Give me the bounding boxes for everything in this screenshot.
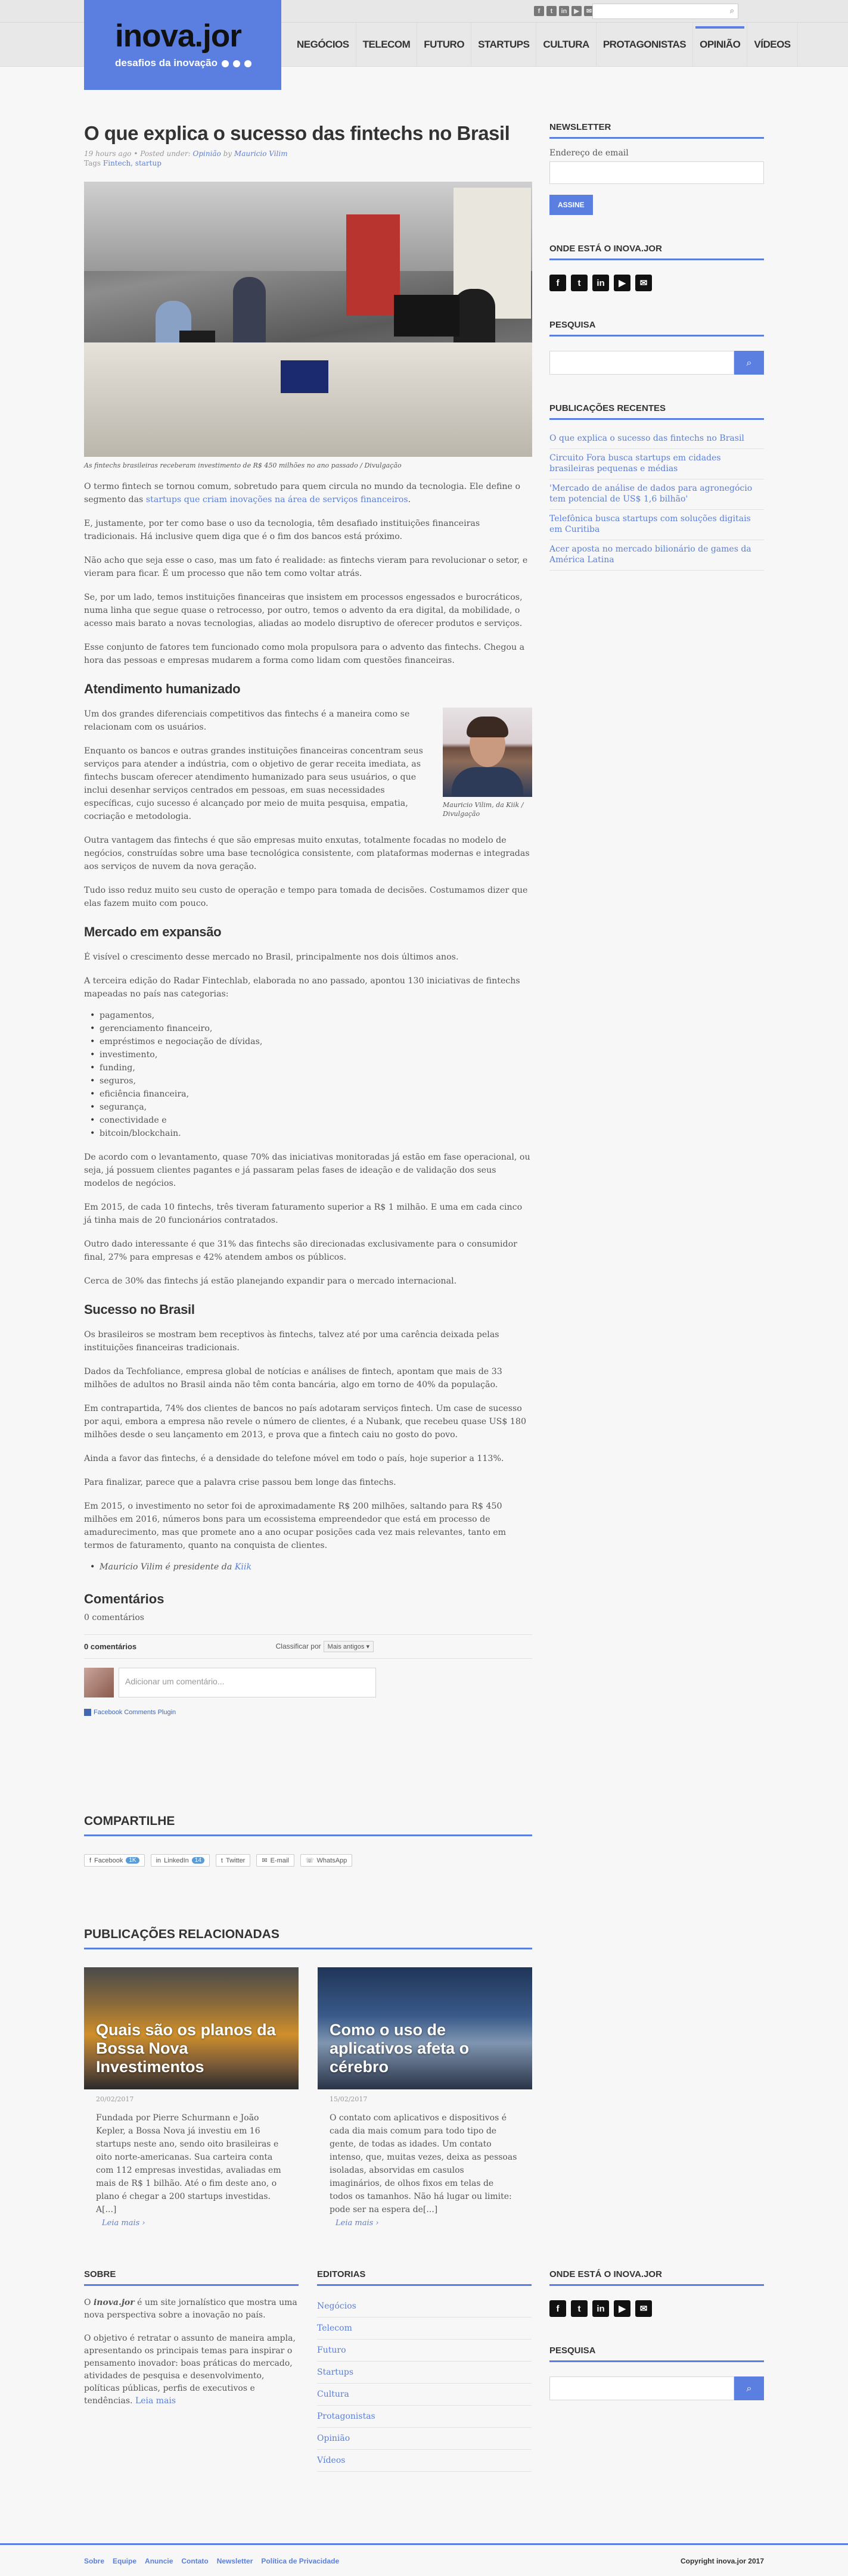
company-link[interactable]: Kiik [234, 1562, 252, 1572]
search-icon: ⌕ [746, 2382, 752, 2394]
facebook-icon: f [89, 1857, 92, 1864]
article-tags: Tags Fintech, startup [84, 159, 161, 167]
related-thumbnail[interactable] [84, 1967, 299, 2089]
paragraph: Esse conjunto de fatores tem funcionado como mola propulsora para o advento das fintechs. Chegou a hora das pessoas e empresas mudarem a forma como lidam com questões financeiras. [84, 643, 525, 665]
facebook-comments [84, 1634, 532, 1724]
category-list [94, 1009, 532, 1140]
hero-caption: As fintechs brasileiras receberam investimento de R$ 450 milhões no ano passado / Divulgação [84, 462, 402, 469]
recent-post-link[interactable]: Circuito Fora busca startups em cidades brasileiras pequenas e médias [549, 449, 764, 479]
nav-telecom[interactable]: TELECOM [356, 23, 418, 67]
share-linkedin-button[interactable]: in LinkedIn 14 [151, 1854, 210, 1867]
sidebar [549, 122, 764, 571]
author-note [94, 1560, 532, 1574]
bottom-link-sobre[interactable]: Sobre [84, 2557, 105, 2565]
paragraph: Um dos grandes diferenciais competitivos das fintechs é a maneira como se relacionam com os usuários. [84, 709, 410, 732]
youtube-icon[interactable]: ▶ [571, 6, 582, 16]
where-title: ONDE ESTÁ O INOVA.JOR [549, 244, 764, 260]
footer-search-input[interactable] [549, 2376, 734, 2400]
youtube-icon[interactable]: ▶ [614, 275, 630, 291]
search-icon[interactable]: ⌕ [729, 7, 734, 15]
editoria-link[interactable]: Opinião [317, 2428, 532, 2450]
read-more-link[interactable]: Leia mais › [102, 2219, 145, 2228]
email-label: Endereço de email [549, 148, 629, 158]
editorias-title: EDITORIAS [317, 2269, 532, 2286]
footer-search-button[interactable] [734, 2376, 764, 2400]
recent-posts [549, 429, 764, 571]
inline-link[interactable]: startups que criam inovações na área de serviços financeiros [145, 495, 408, 504]
read-more-link[interactable]: Leia mais [135, 2396, 176, 2406]
list-item: • pagamentos, [94, 1009, 532, 1022]
site-logo[interactable] [84, 0, 281, 90]
twitter-icon: t [220, 1857, 223, 1864]
linkedin-icon[interactable]: in [559, 6, 569, 16]
sort-select[interactable]: Mais antigos ▾ [324, 1641, 374, 1652]
nav-negocios[interactable]: NEGÓCIOS [290, 23, 356, 67]
avatar [84, 1668, 114, 1697]
related-cards [84, 1967, 532, 2228]
related-card-title[interactable]: Como o uso de aplicativos afeta o cérebro [330, 2021, 470, 2076]
sidebar-social-links [549, 275, 764, 291]
footer-where [549, 2269, 764, 2400]
editoria-link[interactable]: Protagonistas [317, 2406, 532, 2428]
nav-startups[interactable]: STARTUPS [471, 23, 536, 67]
related-card[interactable] [318, 1967, 532, 2228]
fb-plugin-link[interactable]: Facebook Comments Plugin [84, 1709, 176, 1716]
author-link[interactable]: Mauricio Vilim [234, 149, 288, 158]
footer-search-title: PESQUISA [549, 2346, 764, 2362]
bottom-link-contato[interactable]: Contato [181, 2557, 209, 2565]
tag-links[interactable]: Fintech, startup [102, 159, 161, 167]
about-title: SOBRE [84, 2269, 299, 2286]
related-section [84, 1927, 532, 2228]
bottom-link-privacidade[interactable]: Política de Privacidade [261, 2557, 340, 2565]
editoria-link[interactable]: Startups [317, 2362, 532, 2384]
related-card[interactable] [84, 1967, 299, 2228]
paragraph: Dados da Techfoliance, empresa global de notícias e análises de fintech, apontam que mais de 33 milhões de adultos no Brasil ainda não têm conta bancária, algo em torno de 40% da população. [84, 1367, 502, 1390]
category-link[interactable]: Opinião [192, 149, 221, 158]
article-body [84, 480, 532, 1574]
twitter-icon[interactable]: t [546, 6, 557, 16]
copyright: Copyright inova.jor 2017 [680, 2557, 764, 2565]
about-text: O objetivo é retratar o assunto de maneira ampla, apresentando os principais temas para inspirar o pensamento inovador: boas práticas do mercado, atividades de pesquisa e desenvolvimento, políticas públicas, perfis de executivos e tendências. Leia mais [84, 2334, 296, 2406]
share-facebook-button[interactable]: f Facebook 1K [84, 1854, 145, 1867]
nav-opiniao[interactable]: OPINIÃO [693, 23, 747, 67]
recent-post-link[interactable]: 'Mercado de análise de dados para agronegócio tem potencial de US$ 1,6 bilhão' [549, 479, 764, 510]
article-meta: 19 hours ago • Posted under: Opinião by Mauricio Vilim [84, 149, 288, 158]
section-heading: Mercado em expansão [84, 924, 222, 939]
editoria-link[interactable]: Futuro [317, 2340, 532, 2362]
search-icon: ⌕ [746, 357, 752, 368]
fb-comments-header [84, 1635, 532, 1659]
email-icon[interactable]: ✉ [635, 2300, 652, 2317]
read-more-link[interactable]: Leia mais › [336, 2219, 379, 2228]
twitter-icon[interactable]: t [571, 2300, 588, 2317]
email-icon: ✉ [262, 1857, 268, 1864]
editoria-link[interactable]: Telecom [317, 2318, 532, 2340]
about-text: O inova.jor é um site jornalístico que mostra uma nova perspectiva sobre a inovação no país. [84, 2298, 297, 2320]
related-card-title[interactable]: Quais são os planos da Bossa Nova Investimentos [96, 2021, 276, 2076]
author-note-item: • Mauricio Vilim é presidente da Kiik [94, 1560, 532, 1574]
main-nav [290, 23, 798, 67]
paragraph: Não acho que seja esse o caso, mas um fato é realidade: as fintechs vieram para revolucionar o setor, e vieram para ficar. É um processo que não tem como voltar atrás. [84, 556, 528, 578]
sidebar-search [549, 351, 764, 375]
portrait-caption: Mauricio Vilim, da Kiik / Divulgação [443, 801, 524, 818]
share-email-button[interactable]: ✉ E-mail [256, 1854, 294, 1867]
share-twitter-button[interactable]: t Twitter [216, 1854, 250, 1867]
list-item: • investimento, [94, 1048, 532, 1061]
newsletter-email-input[interactable] [549, 161, 764, 184]
paragraph: Se, por um lado, temos instituições financeiras que insistem em processos engessados e burocráticos, numa linha que segue quase o retrocesso, por outro, temos o advento da era digital, da mobilidade, o acesso mais barato a novas tecnologias, aliadas ao modelo disruptivo de oferecer produtos e serviços. [84, 593, 523, 628]
search-input[interactable] [549, 351, 734, 375]
paragraph: Para finalizar, parece que a palavra crise passou bem longe das fintechs. [84, 1478, 396, 1487]
related-card-date: 20/02/2017 [96, 2095, 134, 2103]
editoria-link[interactable]: Negócios [317, 2295, 532, 2318]
list-item: • conectividade e [94, 1114, 532, 1127]
list-item: • gerenciamento financeiro, [94, 1022, 532, 1035]
paragraph: É visível o crescimento desse mercado no Brasil, principalmente nos dois últimos anos. [84, 952, 459, 962]
top-search-input[interactable] [592, 4, 738, 19]
section-heading: Atendimento humanizado [84, 681, 241, 696]
paragraph: O termo fintech se tornou comum, sobretudo para quem circula no mundo da tecnologia. Ele define o segmento das startups que criam inovações na área de serviços financeiros. [84, 482, 521, 504]
nav-cultura[interactable]: CULTURA [536, 23, 596, 67]
logo-tagline: desafios da inovação [115, 57, 251, 69]
paragraph: Enquanto os bancos e outras grandes instituições financeiras concentram seus serviços para atender a indústria, com o objetivo de gerar receita imediata, as fintechs buscam oferecer atendimento humanizado para seus usuários, o que inclui desenhar serviços centrados em pessoas, em suas necessidades específicas, cujo sucesso é alcançado por meio de muita pesquisa, empatia, cocriação e metodologia. [84, 746, 423, 821]
comments-count: 0 comentários [84, 1613, 144, 1622]
share-title: COMPARTILHE [84, 1814, 532, 1836]
facebook-icon[interactable]: f [534, 6, 544, 16]
list-item: • funding, [94, 1061, 532, 1074]
whatsapp-icon: ☏ [305, 1857, 314, 1864]
share-buttons [84, 1854, 532, 1867]
author-portrait-box [443, 708, 532, 818]
bottom-links [84, 2557, 339, 2565]
facebook-icon[interactable]: f [549, 2300, 566, 2317]
subscribe-button[interactable]: ASSINE [549, 195, 593, 215]
paragraph: Em 2015, de cada 10 fintechs, três tiveram faturamento superior a R$ 1 milhão. E uma em cada cinco já tinha mais de 20 funcionários contratados. [84, 1203, 523, 1225]
facebook-icon[interactable]: f [549, 275, 566, 291]
share-section [84, 1814, 532, 1867]
paragraph: Em 2015, o investimento no setor foi de aproximadamente R$ 200 milhões, saltando para R$ 450 milhões em 2016, números bons para um ecossistema empreendedor que está em processo de amadurecimento, mas que promete ano a ano ocupar posições cada vez mais relevantes, tanto em termos de faturamento, quanto na conquista de clientes. [84, 1502, 507, 1550]
linkedin-icon: in [156, 1857, 161, 1864]
related-title: PUBLICAÇÕES RELACIONADAS [84, 1927, 532, 1949]
editorias-links [317, 2295, 532, 2472]
fb-sort: Classificar por Mais antigos ▾ [276, 1641, 374, 1652]
list-item: • bitcoin/blockchain. [94, 1127, 532, 1140]
facebook-icon [84, 1709, 91, 1716]
list-item: • segurança, [94, 1101, 532, 1114]
paragraph: Outra vantagem das fintechs é que são empresas muito enxutas, totalmente focadas no modelo de negócios, construídas sobre uma base tecnológica consistente, com plataformas modernas e integradas aos serviços de nuvem da nova geração. [84, 836, 530, 871]
paragraph: Cerca de 30% das fintechs já estão planejando expandir para o mercado internacional. [84, 1276, 457, 1286]
article-title: O que explica o sucesso das fintechs no Brasil [84, 122, 510, 144]
nav-protagonistas[interactable]: PROTAGONISTAS [597, 23, 693, 67]
hero-image [84, 182, 532, 457]
article [84, 122, 532, 1724]
search-button[interactable] [734, 351, 764, 375]
footer-about [84, 2269, 299, 2407]
top-social-links [534, 6, 594, 16]
logo-title: inova.jor [115, 18, 241, 54]
fb-comment-count: 0 comentários [84, 1642, 137, 1651]
email-icon[interactable]: ✉ [584, 6, 594, 16]
list-item: • empréstimos e negociação de dívidas, [94, 1035, 532, 1048]
youtube-icon[interactable]: ▶ [614, 2300, 630, 2317]
paragraph: Outro dado interessante é que 31% das fintechs são direcionadas exclusivamente para o consumidor final, 27% para empresas e 42% atendem ambos os públicos. [84, 1239, 517, 1262]
newsletter-title: NEWSLETTER [549, 122, 764, 139]
bottom-link-anuncie[interactable]: Anuncie [145, 2557, 173, 2565]
footer-where-title: ONDE ESTÁ O INOVA.JOR [549, 2269, 764, 2286]
related-card-excerpt: O contato com aplicativos e dispositivos é cada dia mais comum para todo tipo de gente, de todas as idades. Um contato intenso, que, muitas vezes, deixa as pessoas isoladas, absorvidas em casulos imaginários, de olhos fixos em telas de todos os tamanhos. Não há lugar ou limite: pode ser na espera de[...] [330, 2113, 517, 2214]
bottom-link-newsletter[interactable]: Newsletter [216, 2557, 253, 2565]
recent-title: PUBLICAÇÕES RECENTES [549, 403, 764, 420]
paragraph: E, justamente, por ter como base o uso da tecnologia, têm desafiado instituições financeiras tradicionais. Há inclusive quem diga que é o fim dos bancos está próximo. [84, 519, 480, 541]
linkedin-icon[interactable]: in [592, 275, 609, 291]
footer-editorias [317, 2269, 532, 2472]
paragraph: Ainda a favor das fintechs, é a densidade do telefone móvel em todo o país, hoje superior a 113%. [84, 1454, 504, 1463]
related-thumbnail[interactable] [318, 1967, 532, 2089]
paragraph: Os brasileiros se mostram bem receptivos às fintechs, talvez até por uma carência deixada pelas instituições financeiras tradicionais. [84, 1330, 499, 1353]
paragraph: A terceira edição do Radar Fintechlab, elaborada no ano passado, apontou 130 iniciativas de fintechs mapeadas no país nas categorias: [84, 976, 520, 999]
related-card-date: 15/02/2017 [330, 2095, 368, 2103]
section-heading: Sucesso no Brasil [84, 1302, 195, 1317]
share-whatsapp-button[interactable]: ☏ WhatsApp [300, 1854, 353, 1867]
list-item: • seguros, [94, 1074, 532, 1088]
nav-videos[interactable]: VÍDEOS [747, 23, 797, 67]
bottom-link-equipe[interactable]: Equipe [113, 2557, 137, 2565]
recent-post-link[interactable]: Acer aposta no mercado bilionário de games da América Latina [549, 540, 764, 571]
editoria-link[interactable]: Vídeos [317, 2450, 532, 2472]
footer-social-links [549, 2300, 764, 2317]
recent-post-link[interactable]: O que explica o sucesso das fintechs no Brasil [549, 429, 764, 449]
author-portrait [443, 708, 532, 797]
recent-post-link[interactable]: Telefônica busca startups com soluções digitais em Curitiba [549, 510, 764, 540]
email-icon[interactable]: ✉ [635, 275, 652, 291]
nav-futuro[interactable]: FUTURO [417, 23, 471, 67]
paragraph: Em contrapartida, 74% dos clientes de bancos no país adotaram serviços fintech. Um case de sucesso por aqui, embora a empresa não revele o número de clientes, é a Nubank, que recebeu quase US$ 180 milhões desde o seu lançamento em 2013, e prova que a fintech caiu no gosto do povo. [84, 1404, 526, 1440]
search-title: PESQUISA [549, 320, 764, 337]
paragraph: De acordo com o levantamento, quase 70% das iniciativas monitoradas já estão em fase operacional, ou seja, já possuem clientes pagantes e já passaram pelas fases de ideação e de validação dos seus modelos de negócios. [84, 1152, 530, 1188]
twitter-icon[interactable]: t [571, 275, 588, 291]
bottom-bar [0, 2543, 848, 2576]
comments-title: Comentários [84, 1591, 164, 1606]
editoria-link[interactable]: Cultura [317, 2384, 532, 2406]
paragraph: Tudo isso reduz muito seu custo de operação e tempo para tomada de decisões. Costumamos dizer que elas fazem muito com pouco. [84, 886, 528, 908]
comment-input[interactable]: Adicionar um comentário... [119, 1668, 376, 1697]
footer-search [549, 2376, 764, 2400]
linkedin-icon[interactable]: in [592, 2300, 609, 2317]
list-item: • eficiência financeira, [94, 1088, 532, 1101]
related-card-excerpt: Fundada por Pierre Schurmann e João Kepler, a Bossa Nova já investiu em 16 startups neste ano, sendo oito brasileiras e oito norte-americanas. Sua carteira conta com 112 empresas investidas, avaliadas em mais de R$ 1 bilhão. Até o fim deste ano, o plano é chegar a 200 startups investidas. A[...] [96, 2113, 281, 2214]
